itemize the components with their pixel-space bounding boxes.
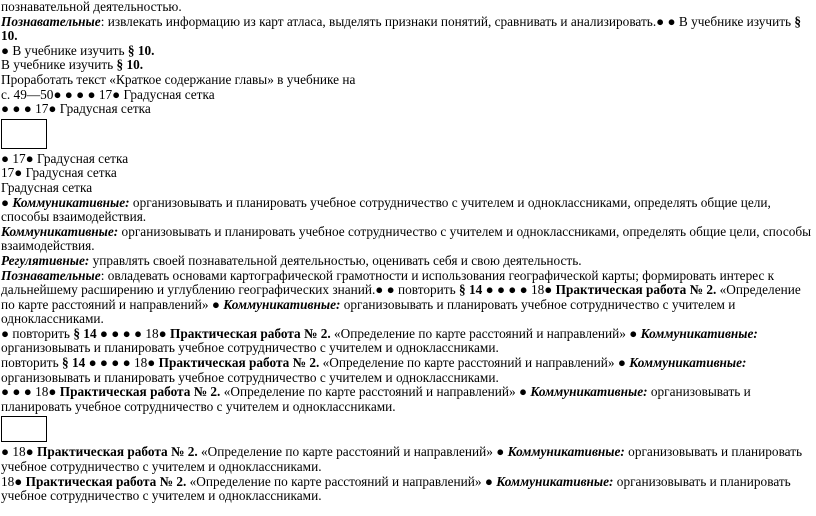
paragraph-practical (1, 475, 815, 504)
label-cognitive: Познавательные (1, 13, 101, 29)
text-line (1, 102, 815, 117)
text: 17● Градусная сетка (1, 165, 117, 181)
label-communicative: Коммуникативные: (496, 473, 614, 489)
paragraph-communicative (1, 225, 815, 254)
text: Проработать текст «Краткое содержание главы» в учебнике на (1, 71, 356, 87)
text: 18● (1, 473, 26, 489)
text: «Определение по карте расстояний и направлений» ● (186, 473, 497, 489)
text-line (1, 58, 815, 73)
label-regulative: Регулятивные: (1, 252, 90, 268)
text-line (1, 29, 815, 44)
text: «Определение по карте расстояний и направлений» ● (319, 355, 630, 371)
label-communicative: Коммуникативные: (1, 223, 119, 239)
text-line (1, 152, 815, 167)
text: «Определение по карте расстояний и направлений» ● (1, 282, 801, 312)
empty-cell-box (1, 119, 47, 149)
section-ref: § 10. (116, 57, 144, 73)
paragraph-practical (1, 385, 815, 414)
text: ● ● ● ● 18● (85, 355, 159, 371)
label-cognitive: Познавательные (1, 267, 101, 283)
section-ref: 10. (1, 28, 18, 44)
text: организовывать и планировать учебное сотрудничество с учителем и одноклассниками, определять общие цели, способы взаимодействия. (1, 223, 812, 254)
text: организовывать и планировать учебное сотрудничество с учителем и одноклассниками. (1, 340, 499, 356)
text: ● 18● (1, 444, 38, 460)
paragraph-cognitive (1, 269, 815, 327)
text: «Определение по карте расстояний и направлений» ● (220, 384, 531, 400)
label-communicative: Коммуникативные: (12, 194, 130, 210)
section-ref: § 14 (73, 325, 97, 341)
label-communicative: Коммуникативные: (530, 384, 648, 400)
text: организовывать и планировать учебное сотрудничество с учителем и одноклассниками, определять общие цели, способы взаимодействия. (1, 194, 771, 225)
text: повторить (1, 355, 62, 371)
text: организовывать и планировать учебное сотрудничество с учителем и одноклассниками. (1, 296, 736, 327)
text: : извлекать информацию из карт атласа, выделять признаки понятий, сравнивать и анализировать.● ● В учебнике изучить (100, 13, 795, 29)
text: управлять своей познавательной деятельностью, оценивать себя и свою деятельность. (89, 252, 582, 268)
text: ● ● ● 18● (1, 384, 60, 400)
text: ● 17● Градусная сетка (1, 150, 129, 166)
paragraph-practical (1, 445, 815, 474)
text: ● ● ● ● 18● (96, 325, 171, 341)
section-ref: § 14 (61, 355, 86, 371)
practical-work-label: Практическая работа № 2. (59, 384, 221, 400)
section-ref: § 14 (458, 282, 483, 298)
text-line (1, 0, 815, 15)
practical-work-label: Практическая работа № 2. (555, 282, 717, 298)
section-ref: § 10. (127, 42, 155, 58)
text-line (1, 73, 815, 88)
label-communicative: Коммуникативные: (640, 325, 758, 341)
text: : овладевать основами картографической грамотности и использования географической карты; формировать интерес к дальнейшему расширению и углублению географических знаний.● ● повторить (1, 267, 775, 298)
bullet: ● (1, 194, 13, 210)
text: организовывать и планировать учебное сотрудничество с учителем и одноклассниками. (1, 473, 791, 504)
label-communicative: Коммуникативные: (629, 355, 747, 371)
text: организовывать и планировать учебное сотрудничество с учителем и одноклассниками. (1, 444, 803, 475)
paragraph-repeat (1, 356, 815, 385)
paragraph-repeat (1, 327, 815, 356)
text: ● ● ● 17● Градусная сетка (1, 101, 151, 117)
empty-cell-box (1, 416, 47, 442)
text-line (1, 44, 815, 59)
text: организовывать и планировать учебное сотрудничество с учителем и одноклассниками. (1, 369, 499, 385)
text-line (1, 166, 815, 181)
practical-work-label: Практическая работа № 2. (158, 355, 320, 371)
practical-work-label: Практическая работа № 2. (170, 325, 331, 341)
text-line (1, 88, 815, 103)
text-line (1, 181, 815, 196)
text: ● В учебнике изучить (1, 42, 128, 58)
practical-work-label: Практическая работа № 2. (25, 473, 187, 489)
text: Градусная сетка (1, 179, 93, 195)
text: познавательной деятельностью. (1, 0, 182, 14)
text: «Определение по карте расстояний и направлений» ● (330, 325, 641, 341)
label-communicative: Коммуникативные: (507, 444, 625, 460)
text: «Определение по карте расстояний и направлений» ● (197, 444, 508, 460)
text: с. 49—50● ● ● ● 17● Градусная сетка (1, 86, 215, 102)
practical-work-label: Практическая работа № 2. (37, 444, 198, 460)
text-line (1, 15, 815, 30)
text: ● повторить (1, 325, 74, 341)
paragraph-communicative (1, 196, 815, 225)
text: В учебнике изучить (1, 57, 117, 73)
label-communicative: Коммуникативные: (223, 296, 341, 312)
section-ref: § (794, 13, 802, 29)
text: организовывать и планировать учебное сотрудничество с учителем и одноклассниками. (1, 384, 751, 414)
text: ● ● ● ● 18● (482, 282, 556, 298)
paragraph-regulative (1, 254, 815, 269)
